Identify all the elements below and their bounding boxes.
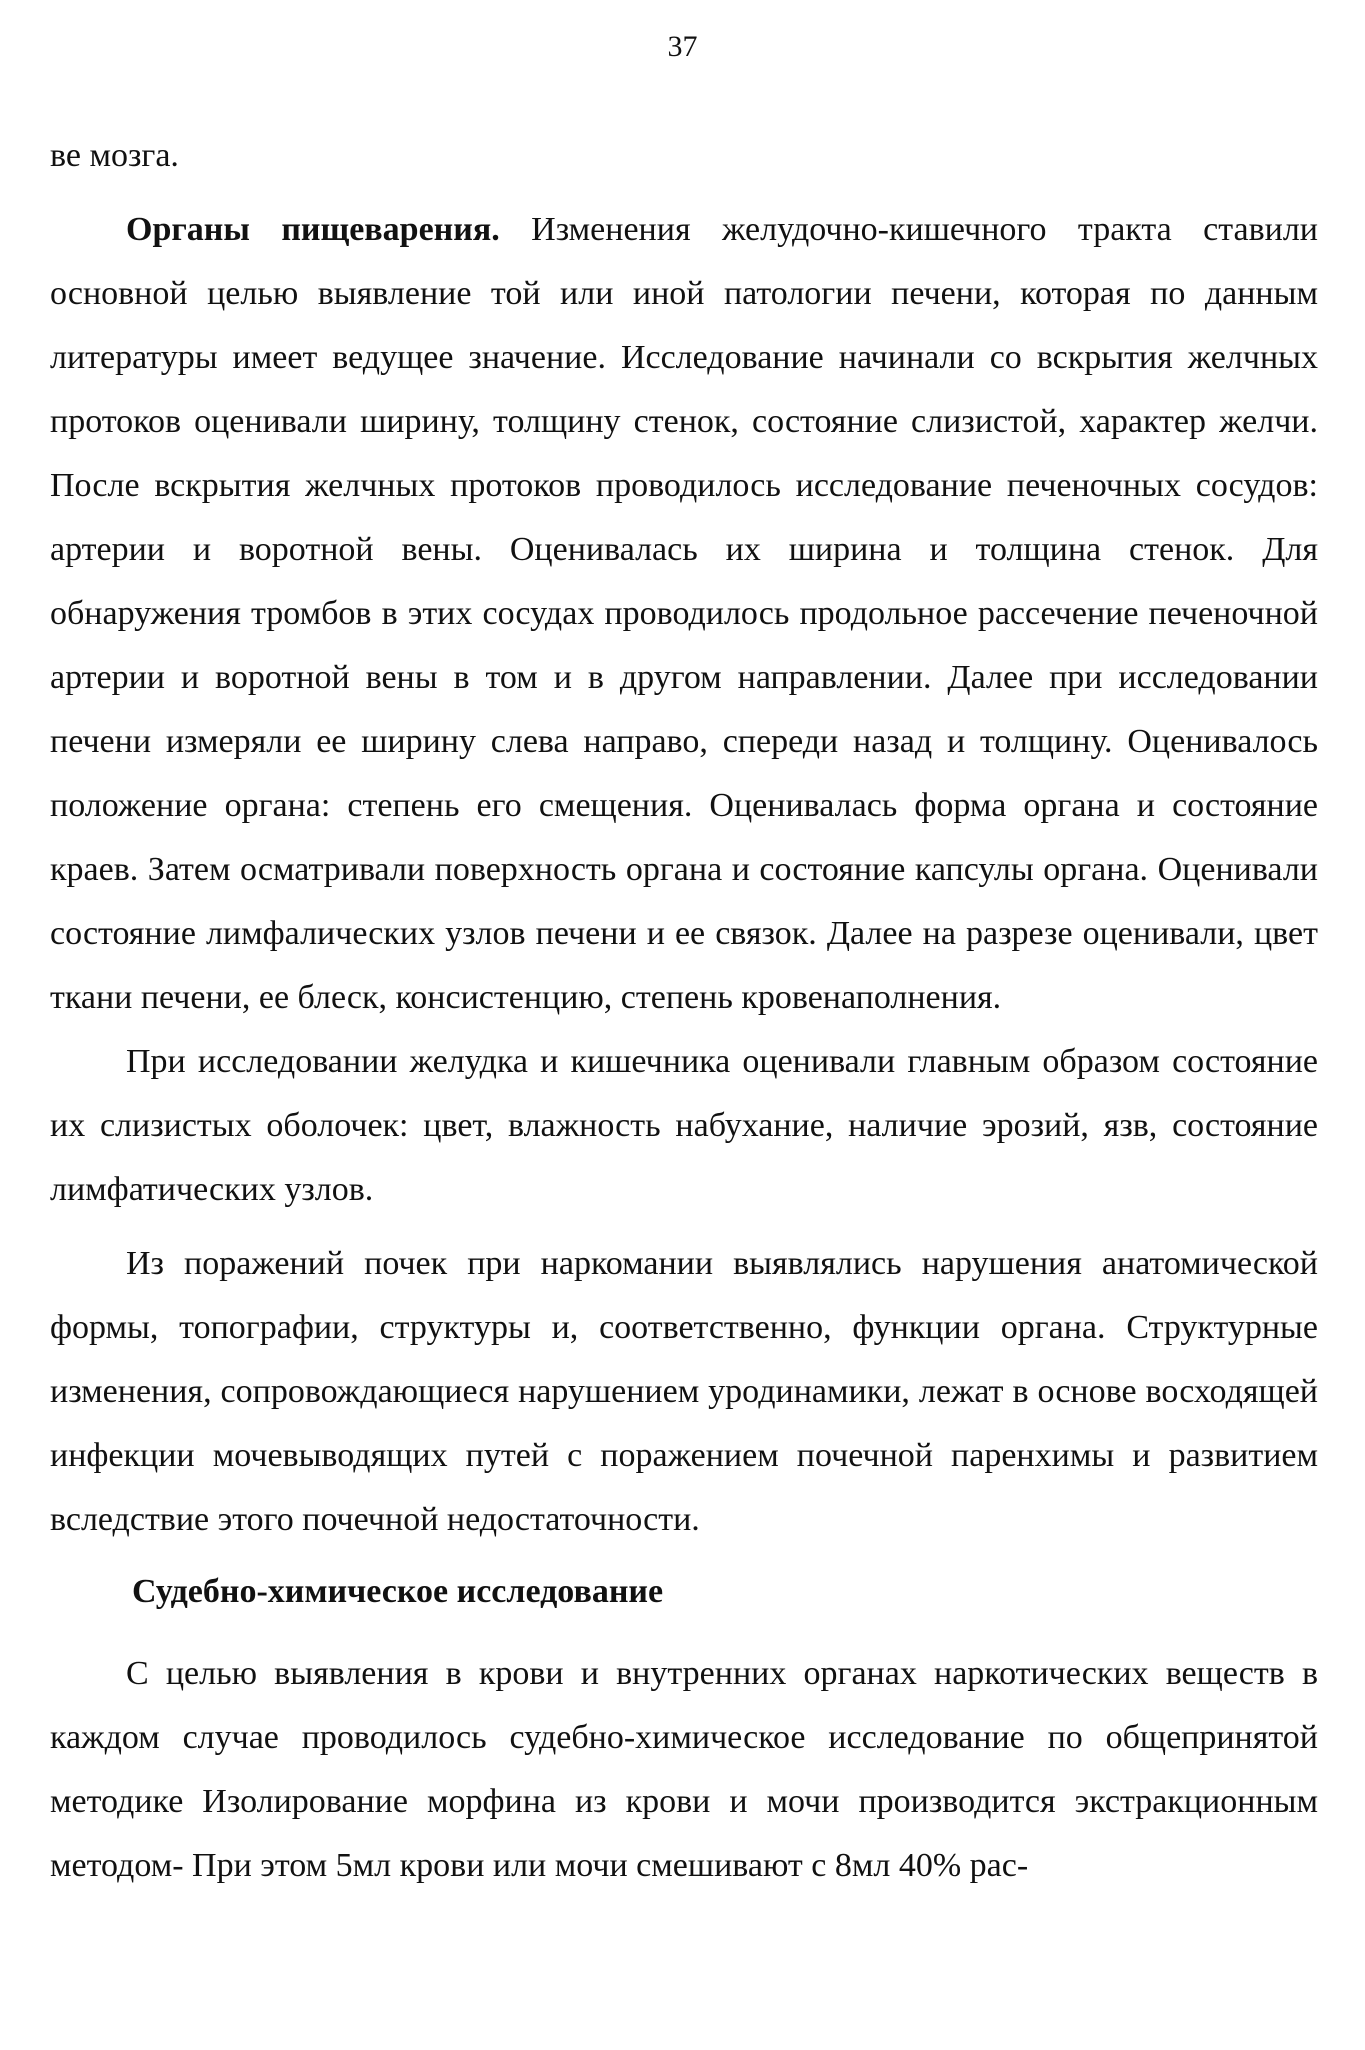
digestive-lead: Органы пищеварения. bbox=[126, 211, 500, 248]
forensic-paragraph: С целью выявления в крови и внутренних органах наркотических веществ в каждом случае проводилось судебно-химическое исследование по общепринятой методике Изолирование морфина из крови и мочи производится экстракционным методом- При этом 5мл крови или мочи смешивают с 8мл 40% рас- bbox=[50, 1655, 1318, 1884]
stomach-paragraph: При исследовании желудка и кишечника оценивали главным образом состояние их слизистых оболочек: цвет, влажность набухание, наличие эрозий, язв, состояние лимфатических узлов. bbox=[50, 1043, 1318, 1208]
page-number: 37 bbox=[667, 30, 698, 63]
kidneys-paragraph: Из поражений почек при наркомании выявлялись нарушения анатомической формы, топографии, структуры и, соответственно, функции органа. Структурные изменения, сопровождающиеся нарушением уродинамики, лежат в основе восходящей инфекции мочевыводящих путей с поражением почечной паренхимы и развитием вследствие этого почечной недостаточности. bbox=[50, 1245, 1318, 1538]
digestive-paragraph bbox=[50, 198, 1318, 1030]
forensic-heading: Судебно-химическое исследование bbox=[132, 1573, 664, 1610]
continuation-text: ве мозга. bbox=[50, 137, 179, 174]
page-body bbox=[50, 124, 1318, 1898]
digestive-text: Изменения желудочно-кишечного тракта ставили основной целью выявление той или иной патологии печени, которая по данным литературы имеет ведущее значение. Исследование начинали со вскрытия желчных протоков оценивали ширину, толщину стенок, состояние слизистой, характер желчи. После вскрытия желчных протоков проводилось исследование печеночных сосудов: артерии и воротной вены. Оценивалась их ширина и толщина стенок. Для обнаружения тромбов в этих сосудах проводилось продольное рассечение печеночной артерии и воротной вены в том и в другом направлении. Далее при исследовании печени измеряли ее ширину слева направо, спереди назад и толщину. Оценивалось положение органа: степень его смещения. Оценивалась форма органа и состояние краев. Затем осматривали поверхность органа и состояние капсулы органа. Оценивали состояние лимфалических узлов печени и ее связок. Далее на разрезе оценивали, цвет ткани печени, ее блеск, консистенцию, степень кровенаполнения. bbox=[50, 211, 1318, 1016]
